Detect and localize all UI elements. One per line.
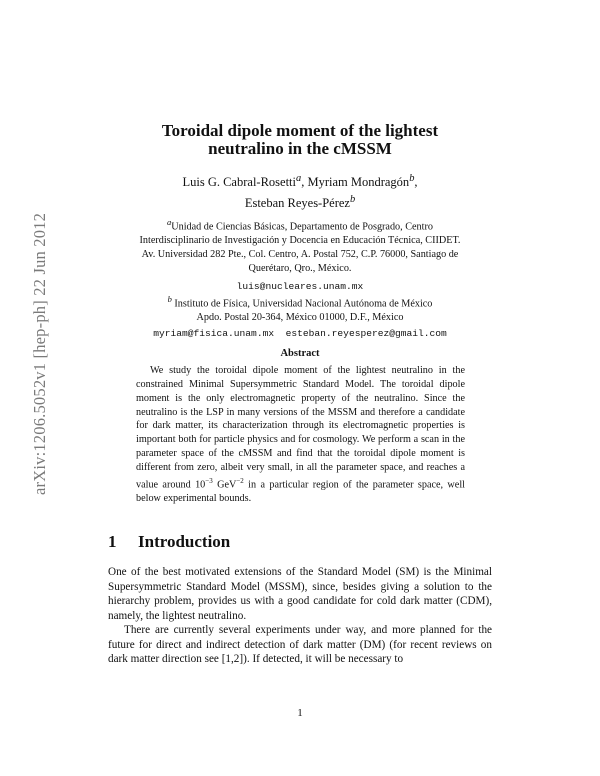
affiliation-b-line-2: Apdo. Postal 20-364, México 01000, D.F., México [196,312,404,324]
abstract-text-part-2: GeV [212,479,237,491]
abstract-text-part-3: in a particular region of the parameter space, well below experimental bounds. [136,479,465,504]
abstract-text [136,364,465,506]
intro-paragraph-1: One of the best motivated extensions of the Standard Model (SM) is the Minimal Supersymmetric Standard Model (MSSM), since, besides giving a solution to the hierarchy problem, provides us with a good candidate for cold dark matter (CDM), namely, the lightest neutralino. [108,566,492,622]
affiliation-a-line-4: Querétaro, Qro., México. [248,263,352,275]
title-line-1: Toroidal dipole moment of the lightest [161,121,439,140]
abstract-heading: Abstract [280,348,320,359]
arxiv-sidebar-stamp: arXiv:1206.5052v1 [hep-ph] 22 Jun 2012 [30,212,49,495]
author-list: Luis G. Cabral-Rosetti$^a$, Myriam Mondragón$^b$, Esteban Reyes-Pérez$^b$ [182,173,418,211]
author-2: Myriam Mondragón [307,175,410,190]
affiliation-a-line-3: Av. Universidad 282 Pte., Col. Centro, A. Postal 752, C.P. 76000, Santiago de [141,249,459,261]
author-1: Luis G. Cabral-Rosetti [182,175,296,190]
section-heading [108,532,230,552]
affiliation-b-email-2: esteban.reyesperez@gmail.com [285,328,447,340]
abstract-text-part-1: We study the toroidal dipole moment of the lightest neutralino in the constrained Minimal Supersymmetric Standard Model. The toroidal dipole moment is the only electromagnetic property of the neutralino. Since the neutralino is the LSP in many versions of the MSSM and therefore a candidate for dark matter, its characterization through its electromagnetic properties is important both for particle physics and for cosmology. We perform a scan in the parameter space of the cMSSM and find that the toroidal dipole moment is different from zero, albeit very small, in all the parameter space, and reaches a value around 10 [136,365,465,491]
affiliation-a-mark: a [167,217,172,227]
affiliation-b [108,292,492,341]
author-3-mark: b [349,194,356,206]
author-3: Esteban Reyes-Pérez [244,196,350,211]
affiliation-b-mark: b [167,294,172,304]
author-1-mark: a [296,173,302,184]
affiliation-a [108,215,492,294]
affiliation-a-line-1: Unidad de Ciencias Básicas, Departamento de Posgrado, Centro [171,221,433,233]
affiliation-a-line-2: Interdisciplinario de Investigación y Docencia en Educación Técnica, CIIDET. [139,235,461,247]
author-2-mark: b [409,173,415,184]
affiliation-b-line-1: Instituto de Física, Universidad Nacional Autónoma de México [174,298,433,310]
intro-paragraph-2: There are currently several experiments under way, and more planned for the future for direct and indirect detection of dark matter (DM) (for recent reviews on dark matter direction see [1,2]). If detected, it will be necessary to [108,624,492,666]
section-title: Introduction [138,532,231,551]
abstract-exponent-2: −2 [236,476,244,485]
page-number: 1 [297,707,303,719]
title-line-2: neutralino in the cMSSM [208,139,392,158]
paper-title [0,122,600,158]
affiliation-a-email: luis@nucleares.unam.mx [236,281,364,293]
section-number: 1 [108,532,117,551]
abstract-exponent-1: −3 [205,476,213,485]
affiliation-b-email-1: myriam@fisica.unam.mx [153,328,275,340]
